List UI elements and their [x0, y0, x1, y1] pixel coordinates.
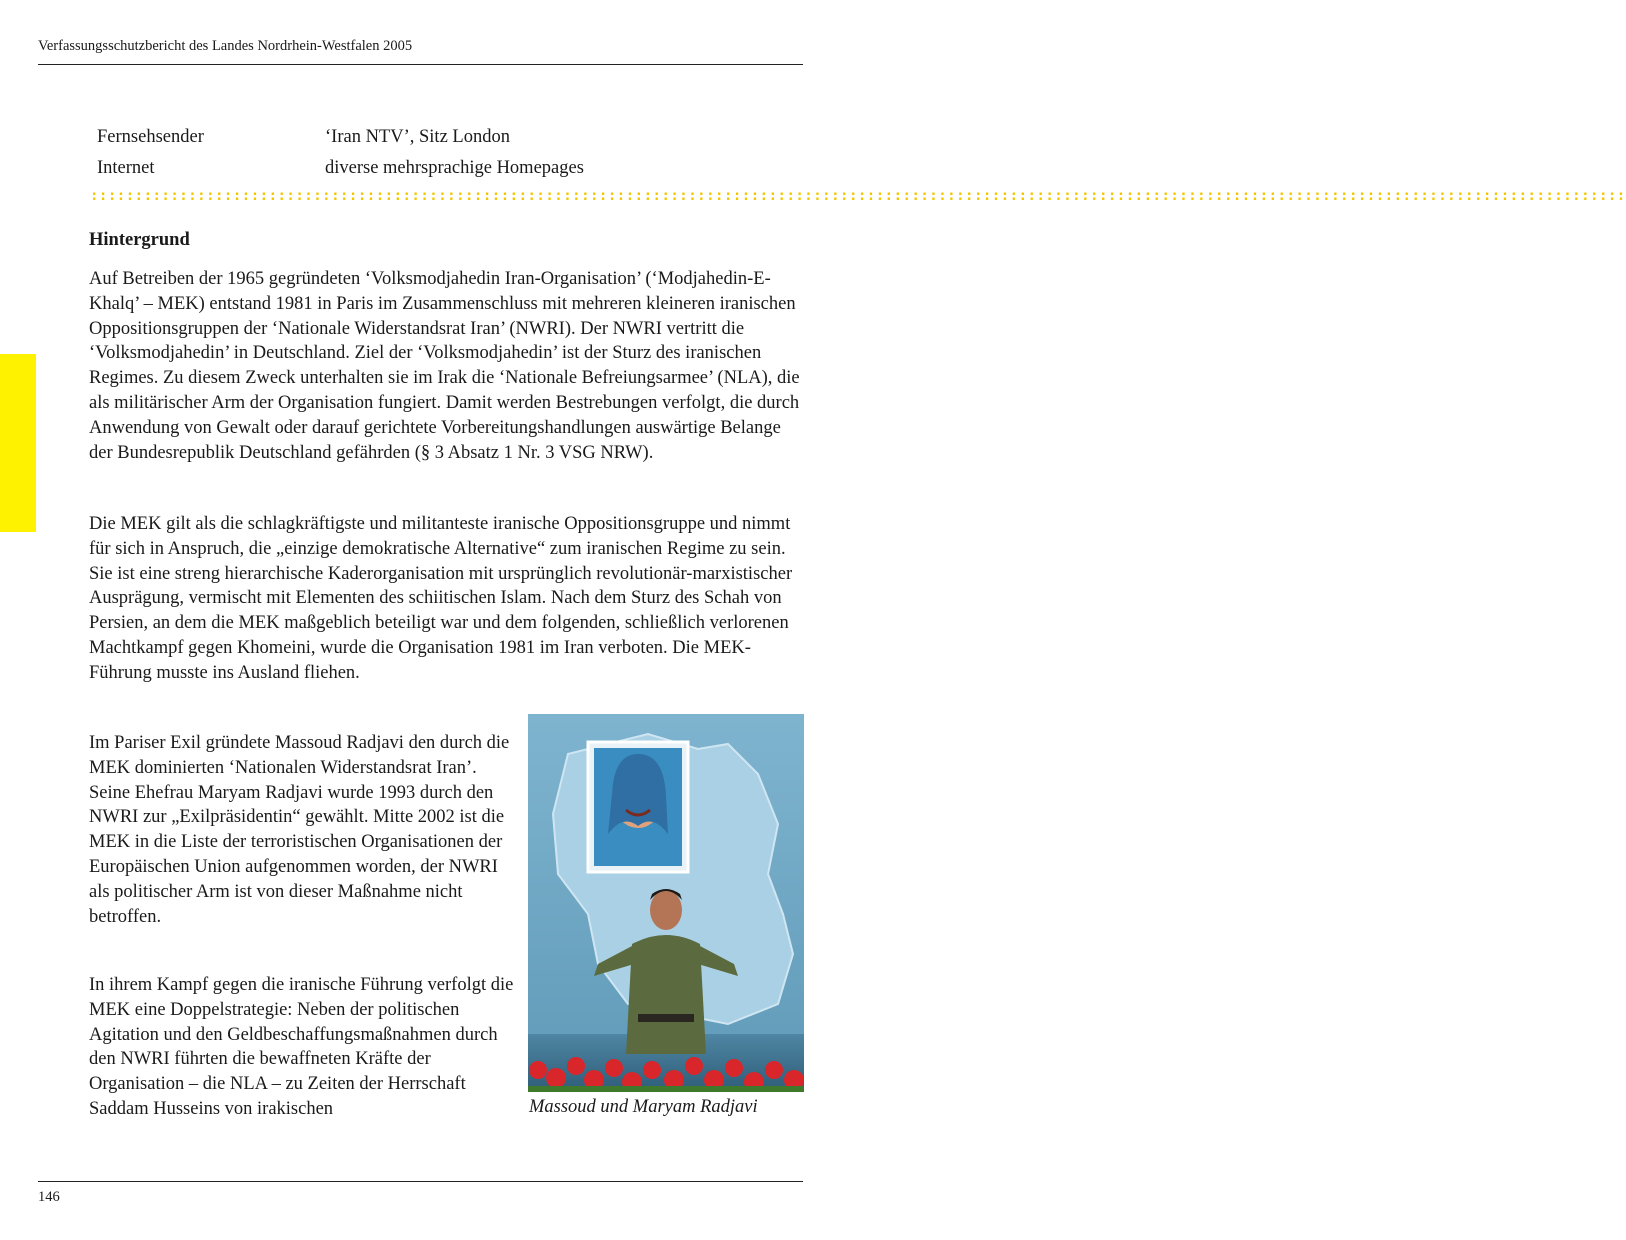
body-paragraph: In ihrem Kampf gegen die iranische Führung verfolgt die MEK eine Doppelstrategie: Neben der politischen Agitation und den Geldbeschaffungsmaßnahmen durch den NWRI führten die bewaffneten Kräfte der Organisation – die NLA – zu Zeiten der Herrschaft Saddam Husseins von irakischen [89, 975, 514, 1119]
info-row [97, 122, 584, 153]
info-row [97, 153, 584, 184]
footer-rule [38, 1181, 803, 1182]
chapter-marker [0, 354, 36, 532]
body-paragraph: Die MEK gilt als die schlagkräftigste und militanteste iranische Oppositionsgruppe und nimmt für sich in Anspruch, die „einzige demokratische Alternative“ zum iranischen Regime zu sein. Sie ist eine streng hierarchische Kaderorganisation mit ursprünglich revolutionär-marxistischer Ausprägung, vermischt mit Elementen des schiitischen Islam. Nach dem Sturz des Schah von Persien, an dem die MEK maßgeblich beteiligt war und dem folgenden, schließlich verlorenen Machtkampf gegen Khomeini, wurde die Organisation 1981 im Iran verboten. Die MEK-Führung musste ins Ausland fliehen. [89, 514, 793, 683]
body-paragraph: Im Pariser Exil gründete Massoud Radjavi den durch die MEK dominierten ‘Nationalen Widerstandsrat Iran’. Seine Ehefrau Maryam Radjavi wurde 1993 durch den NWRI zur „Exilpräsidentin“ gewählt. Mitte 2002 ist die MEK in die Liste der terroristischen Organisationen der Europäischen Union aufgenommen worden, der NWRI als politischer Arm ist von dieser Maßnahme nicht betroffen. [89, 733, 510, 927]
body-paragraph: Auf Betreiben der 1965 gegründeten ‘Volksmodjahedin Iran-Organisation’ (‘Modjahedin-E-Khalq’ – MEK) entstand 1981 in Paris im Zusammenschluss mit mehreren kleineren iranischen Oppositionsgruppen der ‘Nationale Widerstandsrat Iran’ (NWRI). Der NWRI vertritt die ‘Volksmodjahedin’ in Deutschland. Ziel der ‘Volksmodjahedin’ ist der Sturz des iranischen Regimes. Zu diesem Zweck unterhalten sie im Irak die ‘Nationale Befreiungsarmee’ (NLA), die als militärischer Arm der Organisation fungiert. Damit werden Bestrebungen verfolgt, die durch Anwendung von Gewalt oder darauf gerichtete Vorbereitungshandlungen auswärtige Belange der Bundesrepublik Deutschland gefährden (§ 3 Absatz 1 Nr. 3 VSG NRW). [89, 269, 800, 463]
speaker-figure [626, 935, 706, 1054]
info-value: diverse mehrsprachige Homepages [325, 158, 584, 178]
dotted-separator: :::::::::::::::::::::::::::::::::::::::::::::::::::::::::::::::::::::::::::::::::::::::::::::::::::::::::::::::::::::::::::::::::::::::::::::::::::::::::::::::::::::::::::: [90, 188, 1626, 204]
info-label: Internet [97, 158, 155, 178]
photo [528, 714, 804, 1092]
section-heading: Hintergrund [89, 230, 190, 250]
info-table [97, 122, 584, 184]
photo-caption: Massoud und Maryam Radjavi [529, 1097, 758, 1117]
info-value: ‘Iran NTV’, Sitz London [325, 127, 510, 147]
info-label: Fernsehsender [97, 127, 204, 147]
page-number: 146 [38, 1189, 60, 1205]
running-header: Verfassungsschutzbericht des Landes Nordrhein-Westfalen 2005 [38, 38, 413, 54]
header-rule [38, 64, 803, 65]
